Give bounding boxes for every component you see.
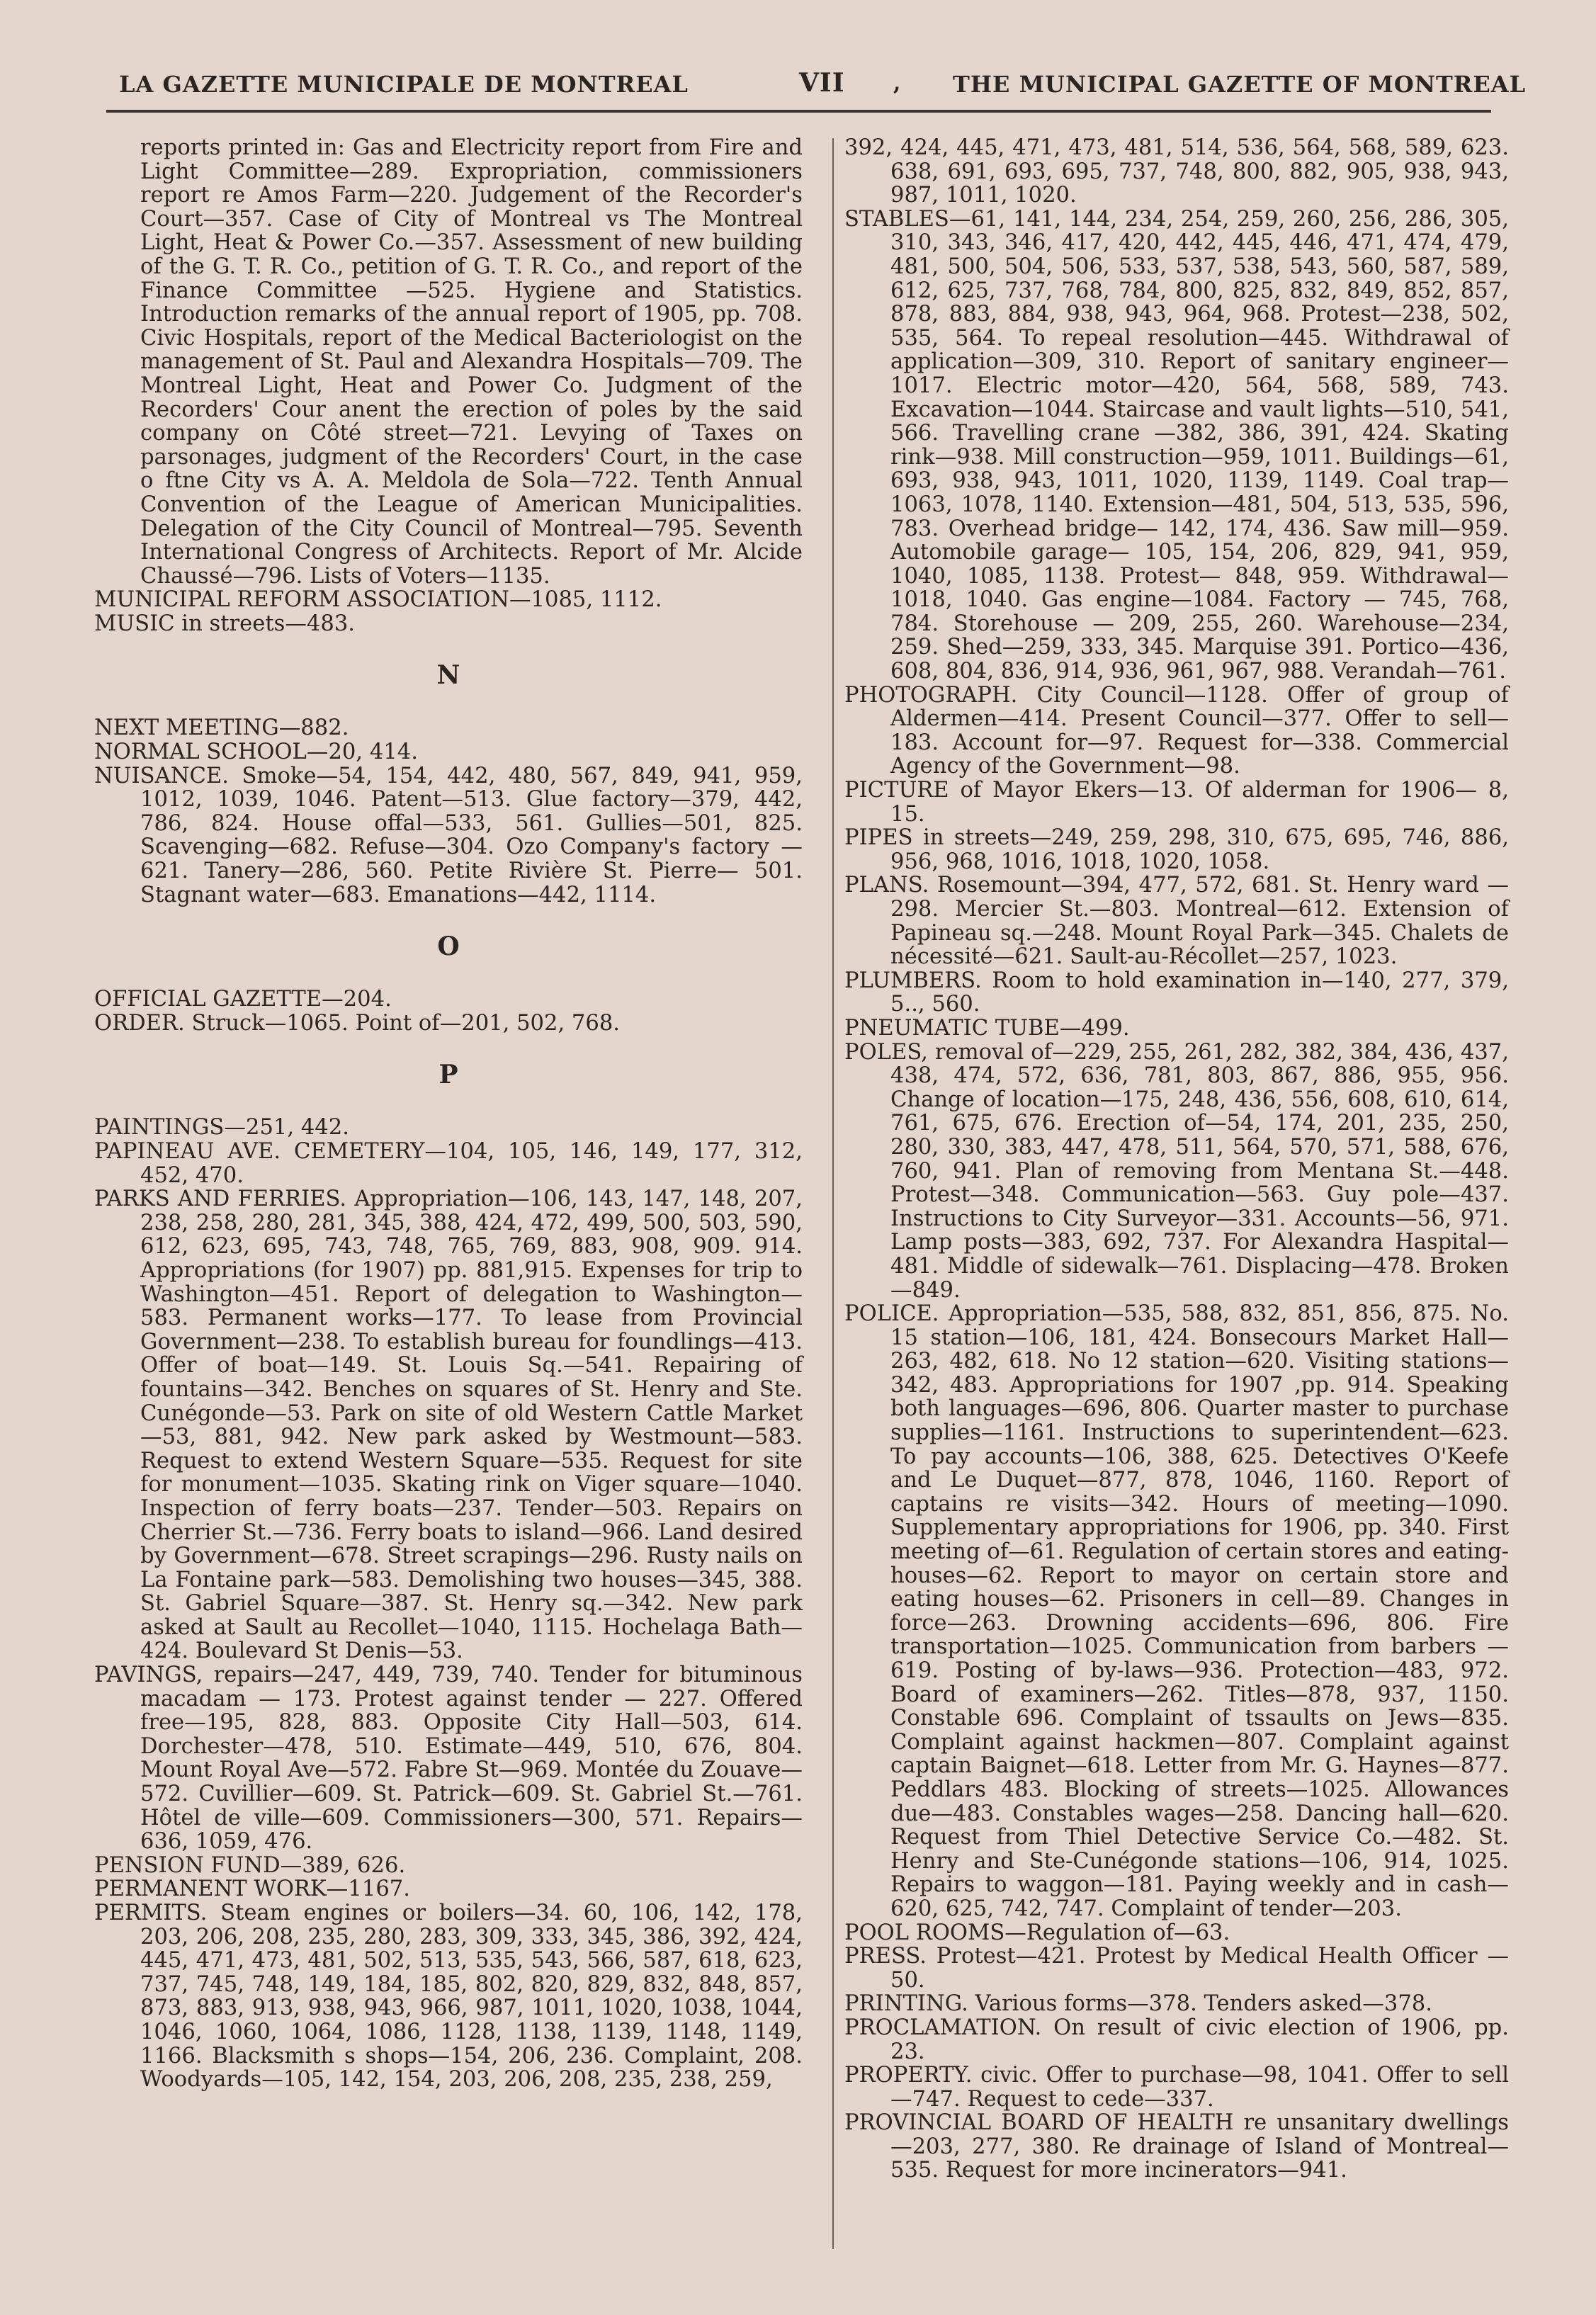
index-entry: MUSIC in streets—483. <box>94 611 356 636</box>
index-entry: PROCLAMATION. On result of civic election of 1906, pp. 23. <box>844 2015 1509 2064</box>
index-entry: MUNICIPAL REFORM ASSOCIATION—1085, 1112. <box>94 587 662 613</box>
section-letter-p: P <box>438 1060 458 1090</box>
index-entry: PHOTOGRAPH. City Council—1128. Offer of group of Aldermen—414. Present Council—377. Offer to sell— 183. Account for—97. Request for—338. Commercial Agency of the Government—98. <box>844 682 1509 779</box>
index-entry: OFFICIAL GAZETTE—204. <box>94 987 392 1012</box>
index-entry: PROVINCIAL BOARD OF HEALTH re unsanitary dwellings—203, 277, 380. Re drainage of Island of Montreal—535. Request for more incinerators—941. <box>844 2110 1509 2183</box>
section-letter-n: N <box>436 660 460 691</box>
header-title-english: THE MUNICIPAL GAZETTE OF MONTREAL <box>953 71 1527 98</box>
index-entry: POLES, removal of—229, 255, 261, 282, 382, 384, 436, 437, 438, 474, 572, 636, 781, 803, 867, 886, 955, 956. Change of location—175, 248, 436, 556, 608, 610, 614, 761, 675, 676. Erection of—54, 174, 201, 235, 250, 280, 330, 383, 447, 478, 511, 564, 570, 571, 588, 676, 760, 941. Plan of removing from Mentana St.—448. Protest—348. Communication—563. Guy pole—437. Instructions to City Surveyor—331. Accounts—56, 971. Lamp posts—383, 692, 737. For Alexandra Haspital—481. Middle of sidewalk—761. Displacing—478. Broken—849. <box>844 1039 1509 1303</box>
index-entry: PRESS. Protest—421. Protest by Medical Health Officer —50. <box>844 1944 1509 1993</box>
index-entry: ORDER. Struck—1065. Point of—201, 502, 768. <box>94 1010 621 1036</box>
index-entry: POOL ROOMS—Regulation of—63. <box>844 1920 1230 1945</box>
section-letter-o: O <box>437 932 460 962</box>
header-title-french: LA GAZETTE MUNICIPALE DE MONTREAL <box>119 71 689 98</box>
page-number: VII <box>799 68 845 98</box>
index-entry: NUISANCE. Smoke—54, 154, 442, 480, 567, 849, 941, 959, 1012, 1039, 1046. Patent—513. Glue factory—379, 442, 786, 824. House offal—533, 561. Gullies—501, 825. Scavenging—682. Refuse—304. Ozo Company's factory —621. Tanery—286, 560. Petite Rivière St. Pierre— 501. Stagnant water—683. Emanations—442, 1114. <box>94 763 803 907</box>
index-entry-continued: reports printed in: Gas and Electricity report from Fire and Light Committee—289. Expropriation, commissioners report re Amos Farm—220. Judgement of the Recorder's Court—357. Case of City of Montreal vs The Montreal Light, Heat & Power Co.—357. Assessment of new building of the G. T. R. Co., petition of G. T. R. Co., and report of the Finance Committee —525. Hygiene and Statistics. Introduction remarks of the annual report of 1905, pp. 708. Civic Hospitals, report of the Medical Bacteriologist on the management of St. Paul and Alexandra Hospitals—709. The Montreal Light, Heat and Power Co. Judgment of the Recorders' Cour anent the erection of poles by the said company on Côté street—721. Levying of Taxes on parsonages, judgment of the Recorders' Court, in the case o ftne City vs A. A. Meldola de Sola—722. Tenth Annual Convention of the League of American Municipalities. Delegation of the City Council of Montreal—795. Seventh International Congress of Architects. Report of Mr. Alcide Chaussé—796. Lists of Voters—1135. <box>140 135 803 589</box>
index-entry: PERMANENT WORK—1167. <box>94 1877 410 1902</box>
index-entry: POLICE. Appropriation—535, 588, 832, 851, 856, 875. No. 15 station—106, 181, 424. Bonsecours Market Hall— 263, 482, 618. No 12 station—620. Visiting stations— 342, 483. Appropriations for 1907 ,pp. 914. Speaking both languages—696, 806. Quarter master to purchase supplies—1161. Instructions to superintendent—623. To pay accounts—106, 388, 625. Detectives O'Keefe and Le Duquet—877, 878, 1046, 1160. Report of captains re visits—342. Hours of meeting—1090. Supplementary appropriations for 1906, pp. 340. First meeting of—61. Regulation of certain stores and eating-houses—62. Report to mayor on certain store and eating houses—62. Prisoners in cell—89. Changes in force—263. Drowning accidents—696, 806. Fire transportation—1025. Communication from barbers — 619. Posting of by-laws—936. Protection—483, 972. Board of examiners—262. Titles—878, 937, 1150. Constable 696. Complaint of tssaults on Jews—835. Complaint against hackmen—807. Complaint against captain Baignet—618. Letter from Mr. G. Haynes—877. Peddlars 483. Blocking of streets—1025. Allowances due—483. Constables wages—258. Dancing hall—620. Request from Thiel Detective Service Co.—482. St. Henry and Ste-Cunégonde stations—106, 914, 1025. Repairs to waggon—181. Paying weekly and in cash—620, 625, 742, 747. Complaint of tender—203. <box>844 1301 1509 1921</box>
index-entry: PAINTINGS—251, 442. <box>94 1115 349 1140</box>
index-entry: PICTURE of Mayor Ekers—13. Of alderman for 1906— 8, 15. <box>844 778 1509 827</box>
index-entry: PLUMBERS. Room to hold examination in—140, 277, 379, 5.., 560. <box>844 968 1509 1017</box>
header-rule <box>106 110 1491 113</box>
index-entry: PARKS AND FERRIES. Appropriation—106, 143, 147, 148, 207, 238, 258, 280, 281, 345, 388, 424, 472, 499, 500, 503, 590, 612, 623, 695, 743, 748, 765, 769, 883, 908, 909. 914. Appropriations (for 1907) pp. 881,915. Expenses for trip to Washington—451. Report of delegation to Washington—583. Permanent works—177. To lease from Provincial Government—238. To establish bureau for foundlings—413. Offer of boat—149. St. Louis Sq.—541. Repairing of fountains—342. Benches on squares of St. Henry and Ste. Cunégonde—53. Park on site of old Western Cattle Market—53, 881, 942. New park asked by Westmount—583. Request to extend Western Square—535. Request for site for monument—1035. Skating rink on Viger square—1040. Inspection of ferry boats—237. Tender—503. Repairs on Cherrier St.—736. Ferry boats to island—966. Land desired by Government—678. Street scrapings—296. Rusty nails on La Fontaine park—583. Demolishing two houses—345, 388. St. Gabriel Square—387. St. Henry sq.—342. New park asked at Sault au Recollet—1040, 1115. Hochelaga Bath—424. Boulevard St Denis—53. <box>94 1187 803 1664</box>
index-entry: PLANS. Rosemount—394, 477, 572, 681. St. Henry ward —298. Mercier St.—803. Montreal—612. Extension of Papineau sq.—248. Mount Royal Park—345. Chalets de nécessité—621. Sault-au-Récollet—257, 1023. <box>844 873 1509 970</box>
index-entry: STABLES—61, 141, 144, 234, 254, 259, 260, 256, 286, 305, 310, 343, 346, 417, 420, 442, 445, 446, 471, 474, 479, 481, 500, 504, 506, 533, 537, 538, 543, 560, 587, 589, 612, 625, 737, 768, 784, 800, 825, 832, 849, 852, 857, 878, 883, 884, 938, 943, 964, 968. Protest—238, 502, 535, 564. To repeal resolution—445. Withdrawal of application—309, 310. Report of sanitary engineer—1017. Electric motor—420, 564, 568, 589, 743. Excavation—1044. Staircase and vault lights—510, 541, 566. Travelling crane —382, 386, 391, 424. Skating rink—938. Mill construction—959, 1011. Buildings—61, 693, 938, 943, 1011, 1020, 1139, 1149. Coal trap—1063, 1078, 1140. Extension—481, 504, 513, 535, 596, 783. Overhead bridge— 142, 174, 436. Saw mill—959. Automobile garage— 105, 154, 206, 829, 941, 959, 1040, 1085, 1138. Protest— 848, 959. Withdrawal—1018, 1040. Gas engine—1084. Factory — 745, 768, 784. Storehouse — 209, 255, 260. Warehouse—234, 259. Shed—259, 333, 345. Marquise 391. Portico—436, 608, 804, 836, 914, 936, 961, 967, 988. Verandah—761. <box>844 206 1509 684</box>
index-entry: PERMITS. Steam engines or boilers—34. 60, 106, 142, 178, 203, 206, 208, 235, 280, 283, 309, 333, 345, 386, 392, 424, 445, 471, 473, 481, 502, 513, 535, 543, 566, 587, 618, 623, 737, 745, 748, 149, 184, 185, 802, 820, 829, 832, 848, 857, 873, 883, 913, 938, 943, 966, 987, 1011, 1020, 1038, 1044, 1046, 1060, 1064, 1086, 1128, 1138, 1139, 1148, 1149, 1166. Blacksmith s shops—154, 206, 236. Complaint, 208. Woodyards—105, 142, 154, 203, 206, 208, 235, 238, 259, <box>94 1901 803 2093</box>
page-header <box>0 0 1596 120</box>
left-column <box>94 136 803 2092</box>
index-entry: PAVINGS, repairs—247, 449, 739, 740. Tender for bituminous macadam — 173. Protest against tender — 227. Offered free—195, 828, 883. Opposite City Hall—503, 614. Dorchester—478, 510. Estimate—449, 510, 676, 804. Mount Royal Ave—572. Fabre St—969. Montée du Zouave—572. Cuvillier—609. St. Patrick—609. St. Gabriel St.—761. Hôtel de ville—609. Commissioners—300, 571. Repairs—636, 1059, 476. <box>94 1663 803 1855</box>
right-column <box>844 136 1509 2183</box>
header-separator: , <box>893 71 902 96</box>
index-entry: PIPES in streets—249, 259, 298, 310, 675, 695, 746, 886, 956, 968, 1016, 1018, 1020, 1058. <box>844 825 1509 874</box>
column-divider <box>832 138 834 2249</box>
index-entry: NORMAL SCHOOL—20, 414. <box>94 740 418 765</box>
index-entry: PAPINEAU AVE. CEMETERY—104, 105, 146, 149, 177, 312, 452, 470. <box>94 1139 803 1188</box>
index-entry: PRINTING. Various forms—378. Tenders asked—378. <box>844 1991 1432 2017</box>
index-entry: PROPERTY. civic. Offer to purchase—98, 1041. Offer to sell—747. Request to cede—337. <box>844 2063 1509 2112</box>
index-entry: NEXT MEETING—882. <box>94 715 349 741</box>
index-entry: PNEUMATIC TUBE—499. <box>844 1015 1130 1041</box>
index-entry: PENSION FUND—389, 626. <box>94 1852 406 1878</box>
index-entry-continued: 392, 424, 445, 471, 473, 481, 514, 536, 564, 568, 589, 623. 638, 691, 693, 695, 737, 748, 800, 882, 905, 938, 943, 987, 1011, 1020. <box>844 135 1509 208</box>
